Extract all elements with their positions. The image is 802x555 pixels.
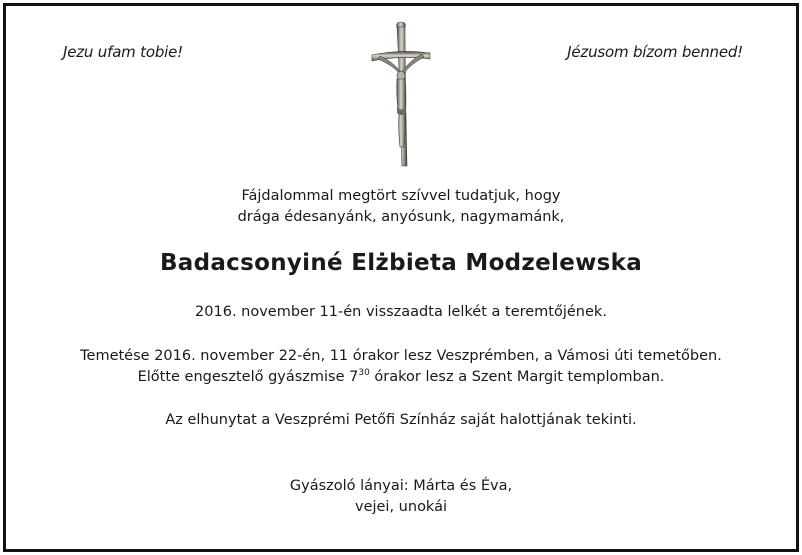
mourners-line-1: Gyászoló lányai: Márta és Éva,: [289, 478, 513, 494]
crucifix-icon: [366, 19, 436, 169]
funeral-details: [6, 346, 796, 388]
theatre-notice: Az elhunytat a Veszprémi Petőfi Színház saját halottjának tekinti.: [165, 412, 637, 428]
motto-polish: Jezu ufam tobie!: [63, 43, 183, 61]
funeral-line-1: Temetése 2016. november 22-én, 11 órakor lesz Veszprémben, a Vámosi úti temetőben.: [80, 348, 722, 364]
mourners-line-2: vejei, unokái: [354, 499, 447, 515]
obituary-card: [3, 3, 799, 552]
funeral-line-2: [6, 367, 796, 388]
deceased-name: Badacsonyiné Elżbieta Modzelewska: [159, 250, 643, 276]
intro-line-2: drága édesanyánk, anyósunk, nagymamánk,: [237, 209, 565, 225]
mourners: [6, 476, 796, 518]
mass-minutes-superscript: 30: [358, 368, 370, 378]
motto-hungarian: Jézusom bízom benned!: [567, 43, 743, 61]
death-notice: 2016. november 11-én visszaadta lelkét a teremtőjének.: [195, 304, 607, 320]
intro-line-1: Fájdalommal megtört szívvel tudatjuk, hogy: [241, 188, 561, 204]
intro-text: [6, 186, 796, 228]
mass-text-after: órakor lesz a Szent Margit templomban.: [369, 369, 665, 385]
mass-text-before: Előtte engesztelő gyászmise 7: [137, 369, 359, 385]
